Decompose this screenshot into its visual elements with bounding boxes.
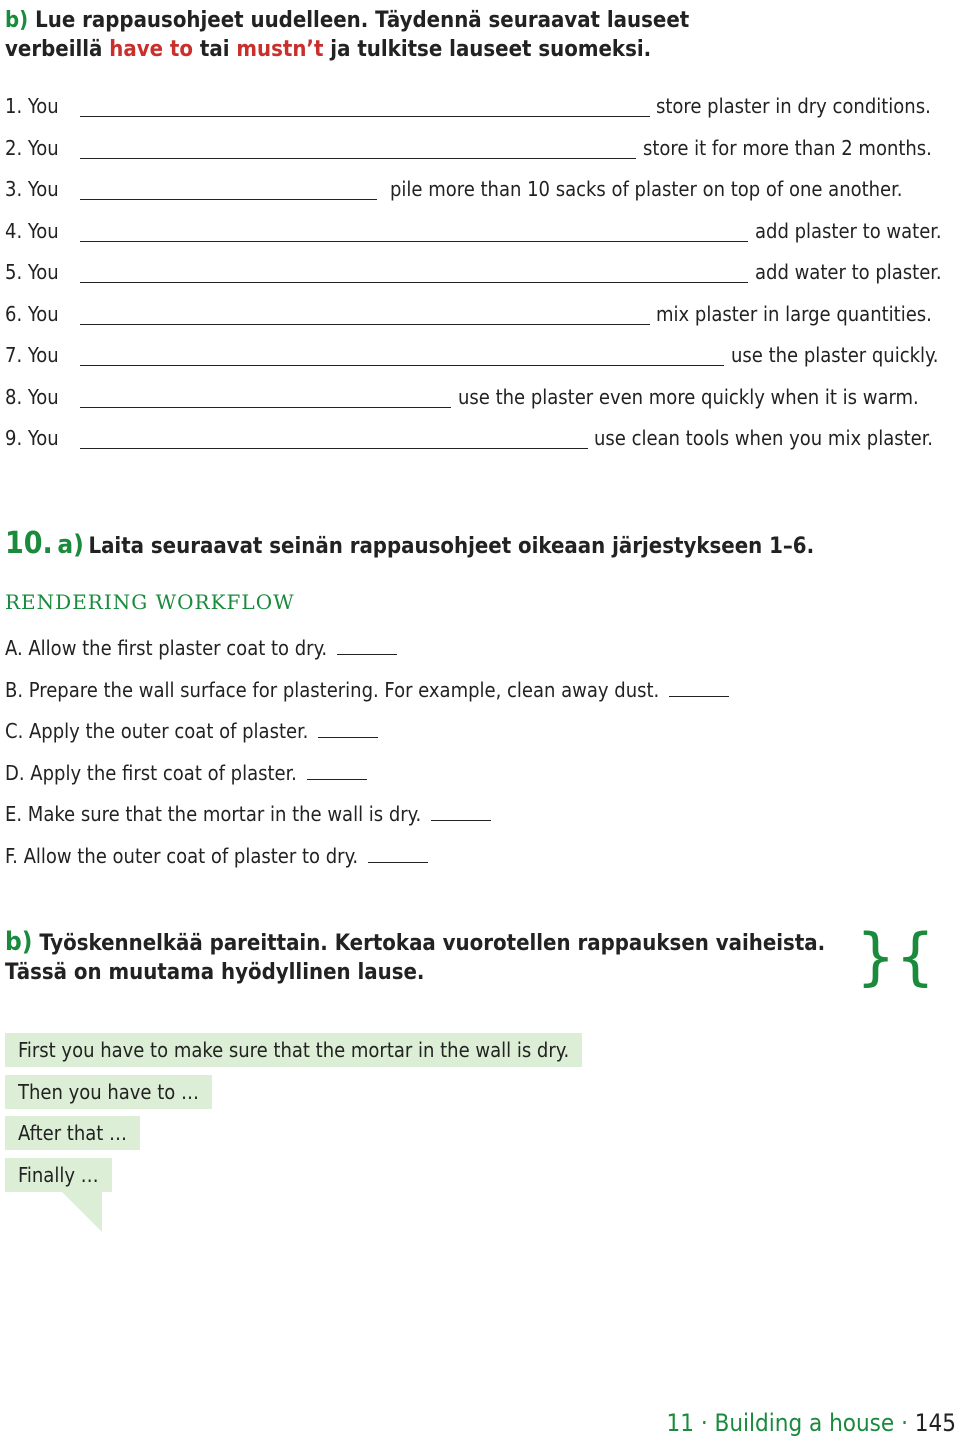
sentence-row [5,260,960,290]
sentence-number: 8. You [5,385,59,409]
phrase-bubble: After that … [5,1116,140,1150]
sentence-tail: use clean tools when you mix plaster. [594,426,934,450]
workflow-step [5,719,378,743]
step-text: F. Allow the outer coat of plaster to dry. [5,844,359,868]
sentence-row [5,385,960,415]
sentence-tail: use the plaster even more quickly when it is warm. [458,385,919,409]
sentence-row [5,343,960,373]
pair-work-line2: Tässä on muutama hyödyllinen lause. [5,960,425,985]
sentence-row [5,94,960,124]
step-text: D. Apply the first coat of plaster. [5,761,297,785]
sentence-number: 6. You [5,302,59,326]
page-number: 145 [914,1409,956,1437]
answer-blank[interactable] [80,448,588,449]
chapter-label: 11 · Building a house · [666,1409,908,1437]
part-b-instruction [5,6,955,64]
svg-text:}{: }{ [856,920,935,993]
sentence-row [5,426,960,456]
instruction-line2-post: ja tulkitse lauseet suomeksi. [323,37,652,62]
instruction-line1: Lue rappausohjeet uudelleen. Täydennä seuraavat lauseet [35,8,690,33]
answer-blank[interactable] [80,282,748,283]
sentence-row [5,177,960,207]
sentence-number: 2. You [5,136,59,160]
order-blank[interactable] [318,719,378,738]
sentence-row [5,302,960,332]
exercise-number: 10. [5,526,53,561]
workflow-heading: RENDERING WORKFLOW [5,590,295,614]
sentence-tail: use the plaster quickly. [731,343,939,367]
exercise-instruction: Laita seuraavat seinän rappausohjeet oikeaan järjestykseen 1–6. [88,534,815,559]
step-text: E. Make sure that the mortar in the wall is dry. [5,802,422,826]
sentence-number: 9. You [5,426,59,450]
have-to-term: have to [109,37,193,62]
answer-blank[interactable] [80,199,377,200]
sentence-tail: mix plaster in large quantities. [656,302,932,326]
pair-work-line1: Työskennelkää pareittain. Kertokaa vuorotellen rappauksen vaiheista. [39,931,826,956]
answer-blank[interactable] [80,241,748,242]
exercise-10-header [5,526,814,561]
order-blank[interactable] [337,636,397,655]
step-text: B. Prepare the wall surface for plastering. For example, clean away dust. [5,678,660,702]
sentence-number: 4. You [5,219,59,243]
sentence-row [5,136,960,166]
sentence-tail: add water to plaster. [755,260,942,284]
exercise-part-label: a) [57,530,84,560]
step-text: C. Apply the outer coat of plaster. [5,719,309,743]
workflow-step [5,636,397,660]
instruction-line2-pre: verbeillä [5,37,110,62]
step-text: A. Allow the first plaster coat to dry. [5,636,328,660]
speech-bubble-tail [62,1192,104,1238]
sentence-tail: pile more than 10 sacks of plaster on top of one another. [390,177,903,201]
answer-blank[interactable] [80,365,724,366]
answer-blank[interactable] [80,324,650,325]
pair-work-label: b) [5,927,33,957]
pair-work-instruction [5,928,855,987]
order-blank[interactable] [368,844,428,863]
order-blank[interactable] [307,761,367,780]
answer-blank[interactable] [80,116,650,117]
page-footer [667,1409,956,1437]
answer-blank[interactable] [80,407,451,408]
sentence-tail: store plaster in dry conditions. [656,94,931,118]
workflow-step [5,844,428,868]
answer-blank[interactable] [80,158,636,159]
phrase-bubble: Then you have to … [5,1075,212,1109]
sentence-number: 5. You [5,260,59,284]
part-b-label: b) [5,8,29,33]
mustnt-term: mustn’t [236,37,324,62]
phrase-bubble: First you have to make sure that the mortar in the wall is dry. [5,1033,582,1067]
phrase-bubble: Finally … [5,1158,112,1192]
sentence-row [5,219,960,249]
workflow-step [5,802,491,826]
workflow-step [5,678,729,702]
order-blank[interactable] [431,802,491,821]
order-blank[interactable] [669,678,729,697]
speech-braces-icon [856,920,935,996]
instruction-or: tai [193,37,237,62]
sentence-number: 1. You [5,94,59,118]
sentence-tail: store it for more than 2 months. [643,136,932,160]
workflow-step [5,761,367,785]
sentence-tail: add plaster to water. [755,219,942,243]
sentence-number: 3. You [5,177,59,201]
sentence-number: 7. You [5,343,59,367]
